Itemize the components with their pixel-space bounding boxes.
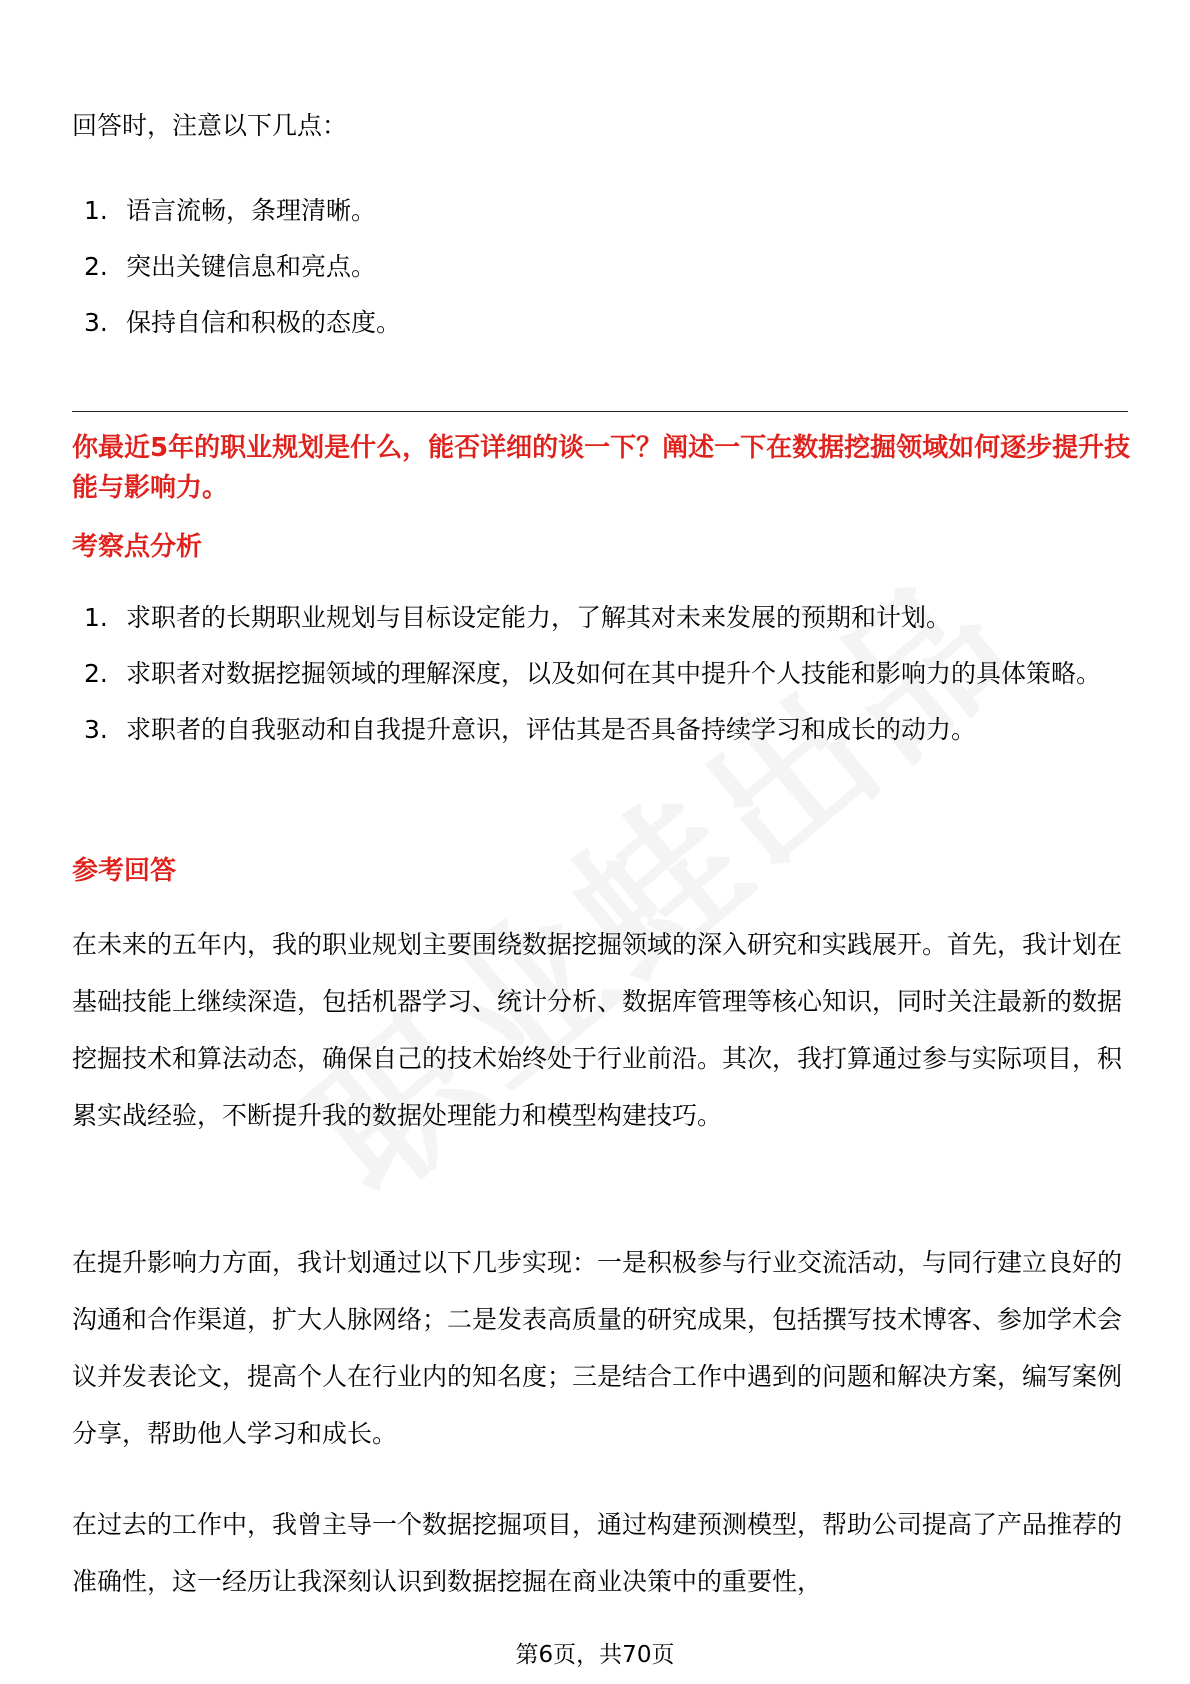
list-number: 3. [84,308,108,337]
list-number: 2. [84,659,108,688]
list-number: 1. [84,196,108,225]
list-item [72,646,1122,702]
analysis-list [72,590,1122,758]
list-item [72,239,1122,295]
list-item-text: 语言流畅，条理清晰。 [126,196,377,225]
list-item-text: 保持自信和积极的态度。 [126,308,402,337]
list-item-text: 求职者的自我驱动和自我提升意识，评估其是否具备持续学习和成长的动力。 [126,715,977,744]
list-item [72,702,1122,758]
question-title: 你最近5年的职业规划是什么，能否详细的谈一下？阐述一下在数据挖掘领域如何逐步提升技能与影响力。 [72,433,1131,503]
answer-heading: 参考回答 [72,856,177,886]
answer-paragraph: 在未来的五年内，我的职业规划主要围绕数据挖掘领域的深入研究和实践展开。首先，我计划在基础技能上继续深造，包括机器学习、统计分析、数据库管理等核心知识，同时关注最新的数据挖掘技术和算法动态，确保自己的技术始终处于行业前沿。其次，我打算通过参与实际项目，积累实战经验，不断提升我的数据处理能力和模型构建技巧。 [72,930,1123,1130]
analysis-heading: 考察点分析 [72,532,203,562]
list-item [72,183,1122,239]
list-item-text: 求职者对数据挖掘领域的理解深度，以及如何在其中提升个人技能和影响力的具体策略。 [126,659,1102,688]
tips-list [72,183,1122,351]
answer-paragraph: 在过去的工作中，我曾主导一个数据挖掘项目，通过构建预测模型，帮助公司提高了产品推荐的准确性，这一经历让我深刻认识到数据挖掘在商业决策中的重要性， [72,1510,1123,1596]
list-item-text: 突出关键信息和亮点。 [126,252,377,281]
intro-text: 回答时，注意以下几点： [72,111,348,140]
page-footer: 第6页，共70页 [515,1642,675,1668]
list-item [72,295,1122,351]
list-item-text: 求职者的长期职业规划与目标设定能力，了解其对未来发展的预期和计划。 [126,603,952,632]
list-number: 2. [84,252,108,281]
list-number: 3. [84,715,108,744]
answer-paragraph: 在提升影响力方面，我计划通过以下几步实现：一是积极参与行业交流活动，与同行建立良好的沟通和合作渠道，扩大人脉网络；二是发表高质量的研究成果，包括撰写技术博客、参加学术会议并发表论文，提高个人在行业内的知名度；三是结合工作中遇到的问题和解决方案，编写案例分享，帮助他人学习和成长。 [72,1248,1123,1448]
list-number: 1. [84,603,108,632]
list-item [72,590,1122,646]
section-divider [72,411,1128,412]
